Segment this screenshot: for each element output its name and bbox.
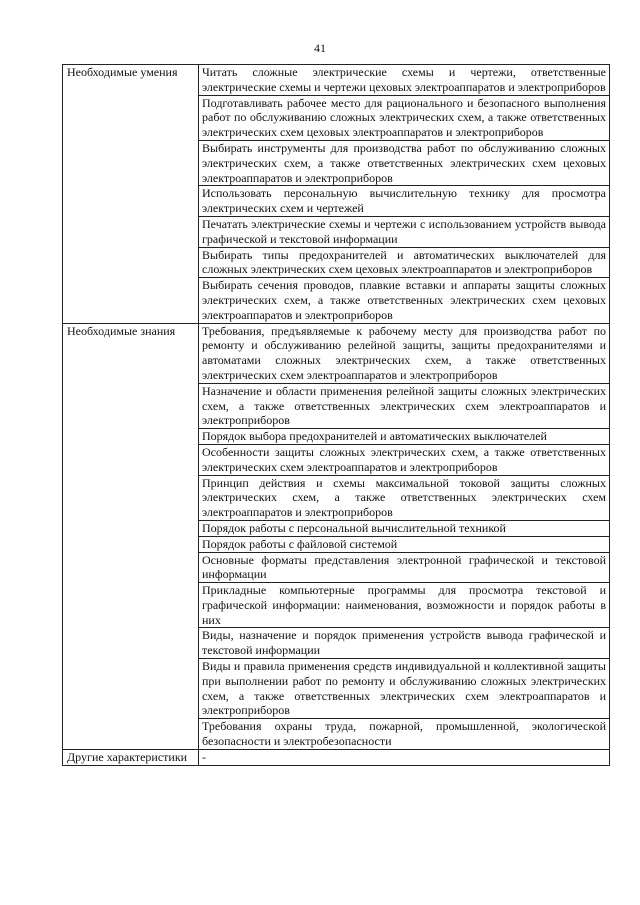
knowledge-item: Требования охраны труда, пожарной, промышленной, экологической безопасности и электробезопасности	[199, 719, 610, 750]
table-row	[63, 749, 610, 765]
knowledge-item: Порядок выбора предохранителей и автоматических выключателей	[199, 429, 610, 445]
knowledge-item: Порядок работы с файловой системой	[199, 536, 610, 552]
table-row	[63, 323, 610, 383]
knowledge-item: Виды, назначение и порядок применения устройств вывода графической и текстовой информации	[199, 628, 610, 659]
skill-item: Выбирать сечения проводов, плавкие вставки и аппараты защиты сложных электрических схем, а также ответственных электрических схем цеховых электроаппаратов и электроприборов	[199, 278, 610, 323]
skill-item: Использовать персональную вычислительную технику для просмотра электрических схем и чертежей	[199, 186, 610, 217]
section-label-other: Другие характеристики	[63, 749, 199, 765]
knowledge-item: Принцип действия и схемы максимальной токовой защиты сложных электрических схем, а также ответственных электрических схем электроаппаратов и электроприборов	[199, 475, 610, 520]
section-label-skills: Необходимые умения	[63, 65, 199, 324]
knowledge-item: Основные форматы представления электронной графической и текстовой информации	[199, 552, 610, 583]
knowledge-item: Требования, предъявляемые к рабочему месту для производства работ по ремонту и обслуживанию релейной защиты, защиты предохранителями и автоматами сложных электрических схем, а также ответственных электрических схем электроаппаратов и электроприборов	[199, 323, 610, 383]
requirements-table	[62, 64, 610, 766]
knowledge-item: Прикладные компьютерные программы для просмотра текстовой и графической информации: наименования, возможности и порядок работы в них	[199, 583, 610, 628]
knowledge-item: Особенности защиты сложных электрических схем, а также ответственных электрических схем электроаппаратов и электроприборов	[199, 444, 610, 475]
skill-item: Печатать электрические схемы и чертежи с использованием устройств вывода графической и текстовой информации	[199, 216, 610, 247]
other-item: -	[199, 749, 610, 765]
skill-item: Читать сложные электрические схемы и чертежи, ответственные электрические схемы и чертежи цеховых электроаппаратов и электроприборов	[199, 65, 610, 96]
skill-item: Выбирать типы предохранителей и автоматических выключателей для сложных электрических схем цеховых электроаппаратов и электроприборов	[199, 247, 610, 278]
knowledge-item: Виды и правила применения средств индивидуальной и коллективной защиты при выполнении работ по ремонту и обслуживанию сложных электрических схем, а также ответственных электрических схем электроаппаратов и электроприборов	[199, 659, 610, 719]
page-number: 41	[314, 41, 326, 55]
skill-item: Подготавливать рабочее место для рационального и безопасного выполнения работ по обслуживанию сложных электрических схем, а также ответственных электрических схем цеховых электроаппаратов и электроприборов	[199, 95, 610, 140]
knowledge-item: Назначение и области применения релейной защиты сложных электрических схем, а также ответственных электрических схем электроаппаратов и электроприборов	[199, 383, 610, 428]
knowledge-item: Порядок работы с персональной вычислительной техникой	[199, 520, 610, 536]
table-row	[63, 65, 610, 96]
skill-item: Выбирать инструменты для производства работ по обслуживанию сложных электрических схем, а также ответственных электрических схем цеховых электроаппаратов и электроприборов	[199, 140, 610, 185]
section-label-knowledge: Необходимые знания	[63, 323, 199, 749]
